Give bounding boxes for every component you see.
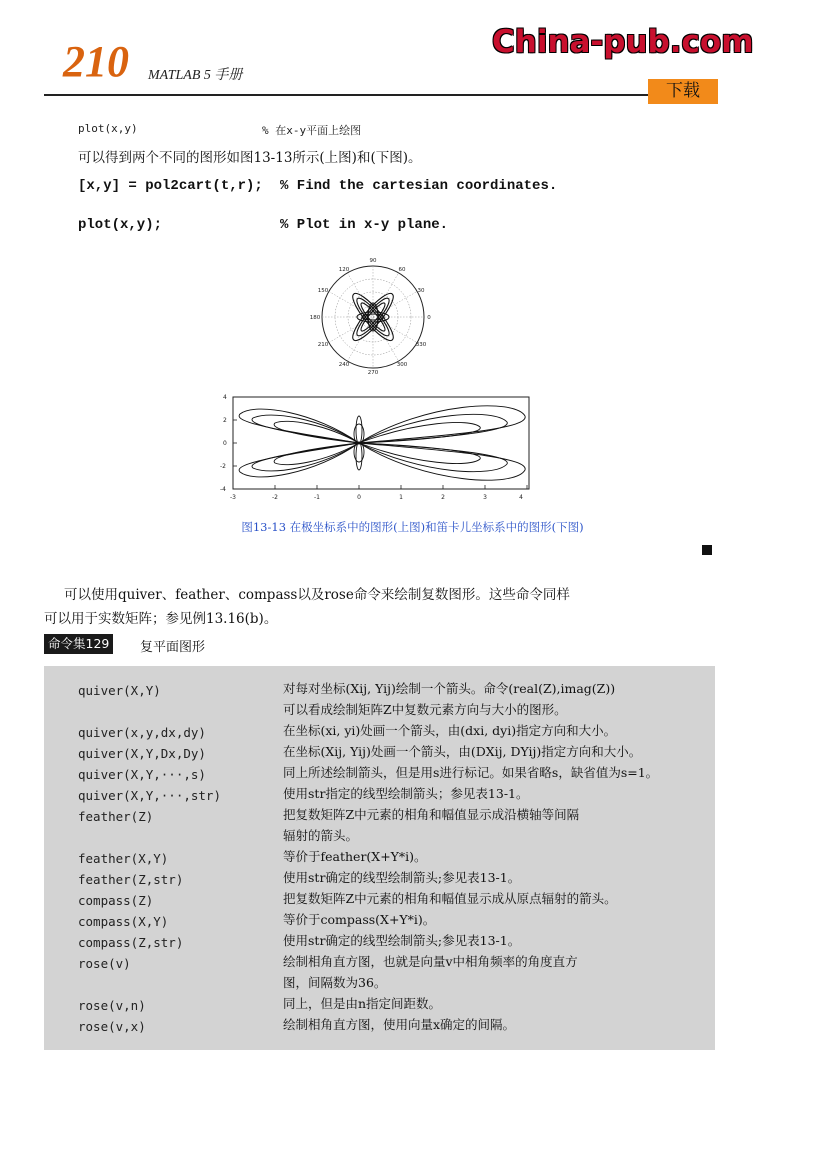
cmd-feather-Z: feather(Z) bbox=[78, 809, 154, 824]
cart-ytick-minus2: -2 bbox=[220, 463, 226, 470]
polar-label-270: 270 bbox=[367, 370, 379, 375]
end-marker bbox=[702, 545, 712, 555]
polar-label-0: 0 bbox=[427, 315, 431, 321]
desc-feather-Zstr: 使用str确定的线型绘制箭头;参见表13-1。 bbox=[283, 870, 521, 885]
polar-label-210: 210 bbox=[317, 342, 329, 348]
figure-caption: 图13-13 在极坐标系中的图形(上图)和笛卡儿坐标系中的图形(下图) bbox=[241, 520, 584, 534]
polar-label-60: 60 bbox=[398, 267, 406, 273]
cart-ytick-minus4: -4 bbox=[220, 486, 226, 493]
cart-xtick-minus2: -2 bbox=[272, 494, 278, 501]
code-comment-plot: % 在x-y平面上绘图 bbox=[262, 124, 362, 137]
desc-compass-XY: 等价于compass(X+Y*i)。 bbox=[283, 912, 436, 927]
polar-plot bbox=[295, 255, 445, 375]
cmd-compass-Z: compass(Z) bbox=[78, 893, 154, 908]
cmd-compass-Zstr: compass(Z,str) bbox=[78, 935, 184, 950]
cart-xtick-3: 3 bbox=[483, 494, 487, 501]
code-comment-pol2cart: % Find the cartesian coordinates. bbox=[280, 178, 558, 194]
cart-ytick-4: 4 bbox=[223, 394, 227, 401]
polar-label-300: 300 bbox=[396, 362, 408, 368]
command-set-badge: 命令集129 bbox=[44, 634, 113, 654]
cmd-quiver-str: quiver(X,Y,···,str) bbox=[78, 788, 221, 803]
polar-label-150: 150 bbox=[317, 288, 329, 294]
cmd-rose-vn: rose(v,n) bbox=[78, 998, 146, 1013]
desc-feather-Z: 把复数矩阵Z中元素的相角和幅值显示成沿横轴等间隔 辐射的箭头。 bbox=[283, 807, 580, 843]
command-set-title: 复平面图形 bbox=[140, 640, 206, 655]
desc-quiver-str: 使用str指定的线型绘制箭头；参见表13-1。 bbox=[283, 786, 529, 801]
paragraph-line-2: 可以用于实数矩阵；参见例13.16(b)。 bbox=[44, 611, 278, 627]
polar-label-90: 90 bbox=[369, 258, 377, 264]
polar-label-30: 30 bbox=[417, 288, 425, 294]
page-number: 210 bbox=[63, 37, 129, 86]
desc-compass-Zstr: 使用str确定的线型绘制箭头;参见表13-1。 bbox=[283, 933, 521, 948]
desc-quiver-s: 同上所述绘制箭头，但是用s进行标记。如果省略s，缺省值为s=1。 bbox=[283, 765, 659, 780]
cmd-compass-XY: compass(X,Y) bbox=[78, 914, 169, 929]
desc-compass-Z: 把复数矩阵Z中元素的相角和幅值显示成从原点辐射的箭头。 bbox=[283, 891, 617, 906]
cmd-quiver-s: quiver(X,Y,···,s) bbox=[78, 767, 206, 782]
desc-rose-vn: 同上，但是由n指定间距数。 bbox=[283, 996, 442, 1011]
cart-xtick-1: 1 bbox=[399, 494, 403, 501]
code-comment-plot2: % Plot in x-y plane. bbox=[280, 217, 449, 233]
desc-quiver-XYDxDy: 在坐标(Xij, Yij)处画一个箭头，由(DXij, DYij)指定方向和大小。 bbox=[283, 744, 642, 759]
cmd-feather-Zstr: feather(Z,str) bbox=[78, 872, 184, 887]
cart-xtick-minus3: -3 bbox=[230, 494, 236, 501]
code-line-pol2cart: [x,y] = pol2cart(t,r); bbox=[78, 178, 263, 194]
desc-quiver-XY: 对每对坐标(Xij, Yij)绘制一个箭头。命令(real(Z),imag(Z)) 可以看成绘制矩阵Z中复数元素方向与大小的图形。 bbox=[283, 681, 616, 717]
code-line-plot2: plot(x,y); bbox=[78, 217, 163, 233]
cmd-feather-XY: feather(X,Y) bbox=[78, 851, 169, 866]
desc-rose-vx: 绘制相角直方图，使用向量x确定的间隔。 bbox=[283, 1017, 516, 1032]
desc-feather-XY: 等价于feather(X+Y*i)。 bbox=[283, 849, 427, 864]
cart-xtick-4: 4 bbox=[519, 494, 523, 501]
cartesian-plot bbox=[215, 392, 535, 504]
cart-xtick-2: 2 bbox=[441, 494, 445, 501]
desc-rose-v: 绘制相角直方图，也就是向量v中相角频率的角度直方 图，间隔数为36。 bbox=[283, 954, 578, 990]
code-line-plot: plot(x,y) bbox=[78, 122, 138, 135]
cmd-quiver-XY: quiver(X,Y) bbox=[78, 683, 161, 698]
text-figure-intro: 可以得到两个不同的图形如图13-13所示(上图)和(下图)。 bbox=[78, 150, 422, 166]
cart-ytick-0: 0 bbox=[223, 440, 227, 447]
header-rule bbox=[44, 94, 648, 96]
paragraph-line-1: 可以使用quiver、feather、compass以及rose命令来绘制复数图形。这些命令同样 bbox=[64, 587, 570, 603]
polar-label-240: 240 bbox=[338, 362, 350, 368]
cmd-quiver-XYDxDy: quiver(X,Y,Dx,Dy) bbox=[78, 746, 206, 761]
desc-quiver-xydxdy: 在坐标(xi, yi)处画一个箭头，由(dxi, dyi)指定方向和大小。 bbox=[283, 723, 617, 738]
polar-label-180: 180 bbox=[309, 315, 321, 321]
china-pub-logo[interactable]: China-pub.com bbox=[492, 24, 754, 60]
cmd-rose-v: rose(v) bbox=[78, 956, 131, 971]
polar-label-120: 120 bbox=[338, 267, 350, 273]
cmd-quiver-xydxdy: quiver(x,y,dx,dy) bbox=[78, 725, 206, 740]
cart-ytick-2: 2 bbox=[223, 417, 227, 424]
book-title: MATLAB 5 手册 bbox=[148, 68, 243, 83]
polar-label-330: 330 bbox=[415, 342, 427, 348]
cmd-rose-vx: rose(v,x) bbox=[78, 1019, 146, 1034]
download-badge[interactable]: 下载 bbox=[648, 79, 718, 104]
cart-xtick-minus1: -1 bbox=[314, 494, 320, 501]
cart-xtick-0: 0 bbox=[357, 494, 361, 501]
